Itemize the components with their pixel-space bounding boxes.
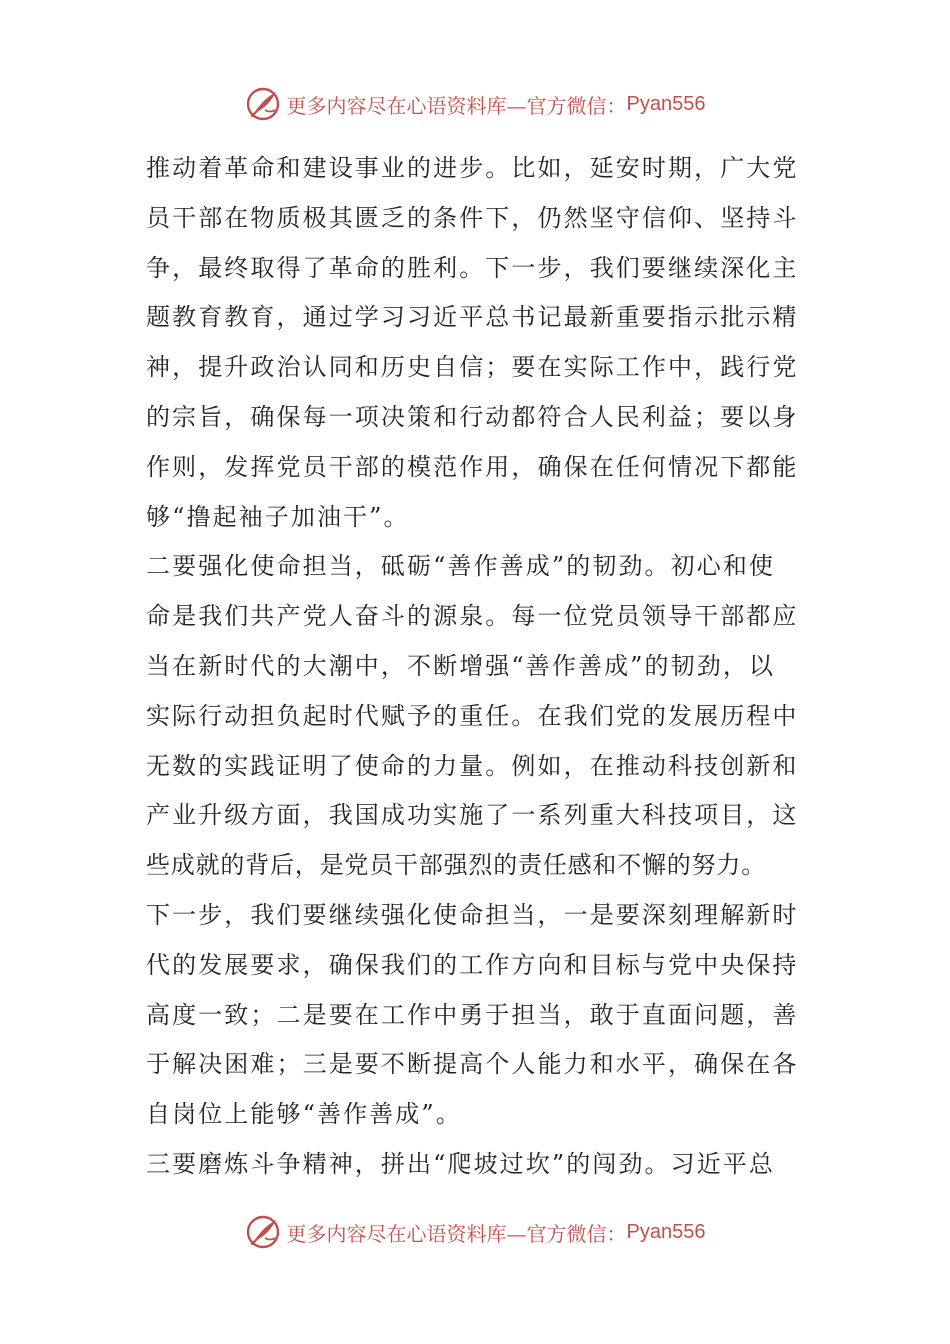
body-line: 代的发展要求，确保我们的工作方向和目标与党中央保持 <box>146 950 799 979</box>
body-line: 神，提升政治认同和历史自信；要在实际工作中，践行党 <box>146 353 799 382</box>
header-brand-text: 更多内容尽在心语资料库—官方微信： <box>286 93 627 118</box>
body-line: 员干部在物质极其匮乏的条件下，仍然坚守信仰、坚持斗 <box>146 203 799 232</box>
body-line: 当在新时代的大潮中，不断增强“善作善成”的韧劲，以 <box>146 651 776 680</box>
header-contact-id: Pyan556 <box>626 92 706 115</box>
body-line: 作则，发挥党员干部的模范作用，确保在任何情况下都能 <box>146 452 799 481</box>
body-line: 推动着革命和建设事业的进步。比如，延安时期，广大党 <box>146 154 799 182</box>
body-line: 下一步，我们要继续强化使命担当，一是要深刻理解新时 <box>146 900 799 929</box>
body-line: 于解决困难；三是要不断提高个人能力和水平，确保在各 <box>146 1050 799 1079</box>
body-line: 二要强化使命担当，砥砺“善作善成”的韧劲。初心和使 <box>146 552 776 581</box>
footer-banner <box>0 1210 950 1254</box>
body-line: 实际行动担负起时代赋予的重任。在我们党的发展历程中 <box>146 701 799 730</box>
body-line: 三要磨炼斗争精神，拼出“爬坡过坎”的闯劲。习近平总 <box>146 1149 776 1178</box>
body-line: 争，最终取得了革命的胜利。下一步，我们要继续深化主 <box>146 253 799 282</box>
body-line: 自岗位上能够“善作善成”。 <box>146 1100 462 1129</box>
body-line: 无数的实践证明了使命的力量。例如，在推动科技创新和 <box>146 751 799 780</box>
body-line: 些成就的背后，是党员干部强烈的责任感和不懈的努力。 <box>146 851 766 880</box>
footer-contact-id: Pyan556 <box>626 1220 706 1243</box>
footer-brand-text: 更多内容尽在心语资料库—官方微信： <box>286 1221 627 1246</box>
body-line: 的宗旨，确保每一项决策和行动都符合人民利益；要以身 <box>146 402 799 431</box>
body-line: 命是我们共产党人奋斗的源泉。每一位党员领导干部都应 <box>146 602 799 631</box>
body-line: 高度一致；二是要在工作中勇于担当，敢于直面问题，善 <box>146 1000 799 1029</box>
body-line: 产业升级方面，我国成功实施了一系列重大科技项目，这 <box>146 801 799 830</box>
quill-pen-logo-icon <box>245 86 281 122</box>
header-banner <box>0 82 950 126</box>
body-line: 题教育教育，通过学习习近平总书记最新重要指示批示精 <box>146 303 799 332</box>
quill-pen-logo-icon <box>245 1214 281 1250</box>
body-line: 够“撸起袖子加油干”。 <box>146 502 410 531</box>
document-body <box>146 144 806 1194</box>
